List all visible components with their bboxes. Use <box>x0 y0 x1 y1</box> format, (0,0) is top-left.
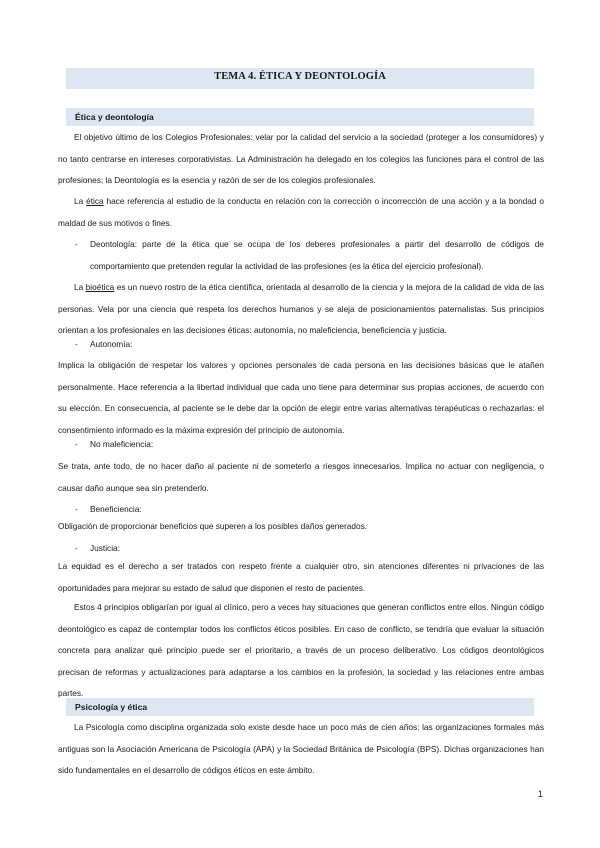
list-item-no-maleficiencia <box>58 434 544 456</box>
paragraph-beneficiencia: Obligación de proporcionar beneficios que superen a los posibles daños generados. <box>58 521 368 531</box>
list-item-autonomia <box>58 334 544 356</box>
paragraph-justicia: La equidad es el derecho a ser tratados con respeto frente a cualquier otro, sin atenciones diferentes ni privaciones de las oportunidades para mejorar su estado de salud que disponen el resto de pacientes. <box>58 561 544 593</box>
paragraph-etica-post: hace referencia al estudio de la conducta en relación con la corrección o incorrección de una acción y a la bondad o maldad de sus motivos o fines. <box>58 196 544 228</box>
bullet-dash: - <box>75 239 78 249</box>
list-item-deontologia <box>58 234 544 277</box>
bullet-dash: - <box>75 439 78 449</box>
paragraph-conflictos: Estos 4 principios obligarían por igual al clínico, pero a veces hay situaciones que generan conflictos entre ellos. Ningún código deontológico es capaz de contemplar todos los conflictos éticos posibles. En caso de conflicto, se tendría que evaluar la situación concreta para analizar qué principio puede ser el prioritario, a través de un proceso deliberativo. Los códigos deontológicos precisan de reformas y actualizaciones para adaptarse a los cambios en la profesión, la sociedad y las relaciones entre ambas partes. <box>58 602 544 698</box>
paragraph-autonomia: Implica la obligación de respetar los valores y opciones personales de cada persona en las decisiones básicas que le atañen personalmente. Hace referencia a la libertad individual que cada uno tiene para determinar sus propias acciones, de acuerdo con su elección. En consecuencia, al paciente se le debe dar la opción de elegir entre varias alternativas terapéuticas o rechazarlas: el consentimiento informado es la máxima expresión del principio de autonomía. <box>58 360 544 435</box>
paragraph-bioetica-pre: La <box>74 282 86 292</box>
paragraph-etica-pre: La <box>74 196 87 206</box>
term-bioetica: bioética <box>85 282 115 292</box>
paragraph-etica <box>58 191 544 234</box>
document-title: TEMA 4. ÉTICA Y DEONTOLOGÍA <box>214 71 386 82</box>
section-heading-etica: Ética y deontología <box>75 112 154 122</box>
page-number: 1 <box>538 789 544 799</box>
bullet-dash: - <box>75 339 78 349</box>
list-item-autonomia-text: Autonomía: <box>90 339 133 349</box>
list-item-beneficiencia-text: Beneficiencia: <box>90 504 142 514</box>
list-item-deontologia-text: Deontología: parte de la ética que se ocupa de los deberes profesionales a partir del desarrollo de códigos de comportamiento que pretenden regular la actividad de las profesiones (es la ética del ejercicio profesional). <box>90 239 544 271</box>
paragraph-bioetica-post: es un nuevo rostro de la ética científica, orientada al desarrollo de la ciencia y la mejora de la calidad de vida de las personas. Vela por una ciencia que respeta los derechos humanos y se aleja de posicionamientos paternalistas. Sus principios orientan a los profesionales en las decisiones éticas: autonomía, no maleficiencia, beneficiencia y justicia. <box>58 282 544 335</box>
paragraph-bioetica <box>58 277 544 342</box>
paragraph-psicologia: La Psicología como disciplina organizada solo existe desde hace un poco más de cien años: las organizaciones formales más antiguas son la Asociación Americana de Psicología (APA) y la Sociedad Británica de Psicología (BPS). Dichas organizaciones han sido fundamentales en el desarrollo de códigos éticos en este ámbito. <box>58 722 544 775</box>
section-heading-psicologia: Psicología y ética <box>75 702 148 712</box>
bullet-dash: - <box>75 504 78 514</box>
term-etica: ética <box>86 196 104 206</box>
paragraph-colegios: El objetivo último de los Colegios Profesionales: velar por la calidad del servicio a la sociedad (proteger a los consumidores) y no tanto centrarse en intereses corporativistas. La Administración ha delegado en los colegios las funciones para el control de las profesiones; la Deontología es la esencia y razón de ser de los colegios profesionales. <box>58 132 544 185</box>
list-item-no-maleficiencia-text: No maleficiencia: <box>90 439 154 449</box>
list-item-justicia-text: Justicia: <box>90 543 120 553</box>
bullet-dash: - <box>75 543 78 553</box>
paragraph-no-maleficiencia: Se trata, ante todo, de no hacer daño al paciente ni de someterlo a riesgos innecesarios. Implica no actuar con negligencia, o causar daño aunque sea sin pretenderlo. <box>58 461 544 493</box>
